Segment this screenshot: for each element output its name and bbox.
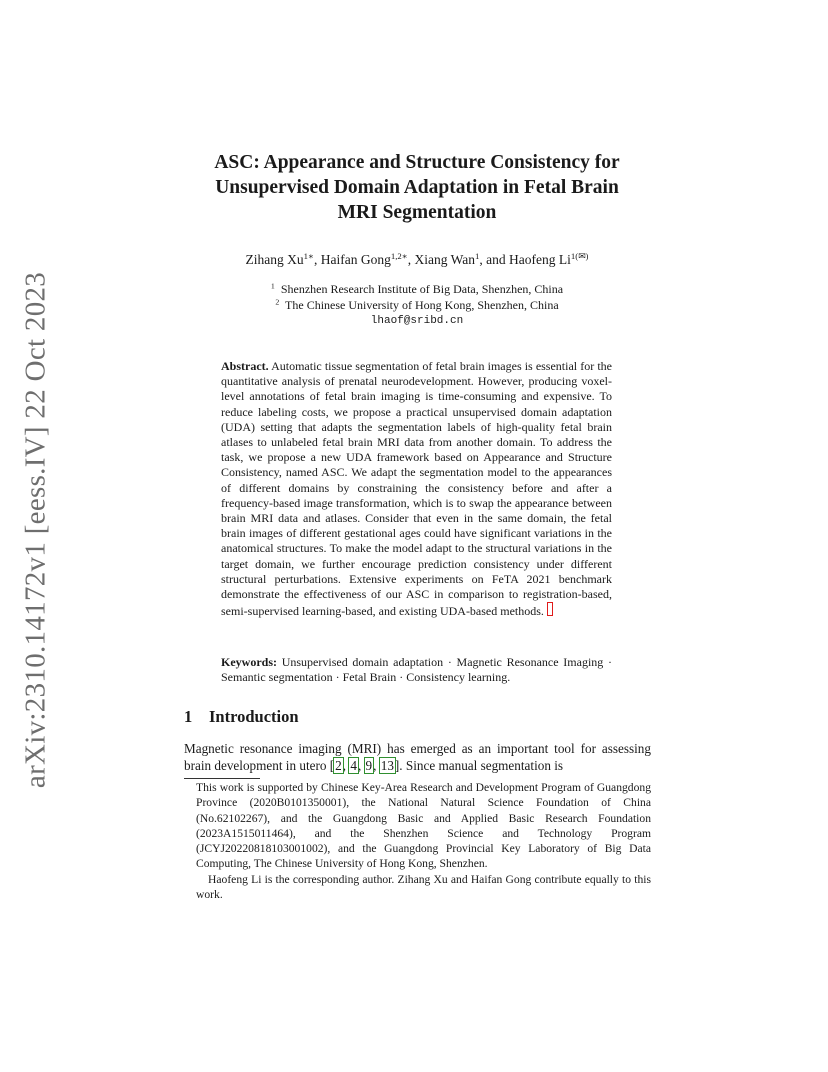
citation-link[interactable]: 13	[380, 757, 394, 773]
title-line-1: ASC: Appearance and Structure Consistency for	[214, 152, 620, 173]
affiliation-number: 1	[270, 281, 275, 291]
affiliations	[150, 281, 684, 329]
abstract-label: Abstract.	[221, 359, 269, 373]
affiliation-text: The Chinese University of Hong Kong, Shenzhen, China	[285, 298, 559, 312]
link-marker-icon[interactable]	[547, 602, 553, 616]
affiliation-1	[150, 281, 684, 297]
intro-text: Magnetic resonance imaging (MRI) has emerged as an important tool for assessing brain development in utero [	[184, 741, 651, 773]
author-affil-mark: 1,2∗	[390, 251, 408, 262]
corresponding-author-footnote: Haofeng Li is the corresponding author. Zihang Xu and Haifan Gong contribute equally to this work.	[196, 872, 651, 902]
author-affil-mark: 1(✉)	[570, 251, 589, 262]
footnotes	[196, 780, 651, 902]
author-affil-mark: 1∗	[303, 251, 314, 262]
abstract	[221, 359, 612, 619]
contact-email[interactable]: lhaof@sribd.cn	[370, 315, 464, 327]
affiliation-number: 2	[275, 297, 280, 307]
section-heading-introduction	[184, 707, 299, 727]
author-name: Xiang Wan	[414, 252, 476, 267]
citation-link[interactable]: 2	[335, 757, 342, 773]
section-title: Introduction	[209, 707, 299, 726]
title-line-2: Unsupervised Domain Adaptation in Fetal Brain	[215, 177, 619, 198]
author-name: Haifan Gong	[320, 252, 391, 267]
citation-link[interactable]: 4	[350, 757, 357, 773]
citation-link[interactable]: 9	[365, 757, 373, 773]
section-number: 1	[184, 707, 193, 726]
keywords-text: Unsupervised domain adaptation · Magnetic Resonance Imaging · Semantic segmentation · Fetal Brain · Consistency learning.	[221, 655, 612, 685]
abstract-text: Automatic tissue segmentation of fetal brain images is essential for the quantitative analysis of prenatal neurodevelopment. However, producing voxel-level annotations of fetal brain imaging is time-consuming and expensive. To reduce labeling costs, we propose a practical unsupervised domain adaptation (UDA) setting that adapts the segmentation labels of high-quality fetal brain atlases to unlabeled fetal brain MRI data from another domain. To address the task, we propose a new UDA framework based on Appearance and Structure Consistency, named ASC. We adapt the segmentation model to the appearances of different domains by constraining the consistency before and after a frequency-based image transformation, which is to swap the appearance between brain MRI data and atlases. Consider that even in the same domain, the fetal brain images of different gestational ages could have significant variations in the anatomical structures. To make the model adapt to the structural variations in the target domain, we further encourage prediction consistency under different structural perturbations. Extensive experiments on FeTA 2021 benchmark demonstrate the effectiveness of our ASC in comparison to registration-based, semi-supervised learning-based, and existing UDA-based methods.	[221, 359, 612, 619]
keywords-label: Keywords:	[221, 655, 277, 669]
affiliation-text: Shenzhen Research Institute of Big Data, Shenzhen, China	[280, 282, 564, 296]
paper-title	[150, 150, 684, 225]
intro-text: ]. Since manual segmentation is	[394, 757, 564, 773]
author-name: Zihang Xu	[245, 252, 304, 267]
arxiv-sidebar-id: arXiv:2310.14172v1 [eess.IV] 22 Oct 2023	[19, 271, 52, 789]
funding-footnote: This work is supported by Chinese Key-Area Research and Development Program of Guangdong Province (2020B0101350001), the National Natural Science Foundation of China (No.62102267), and the Guangdong Basic and Applied Basic Research Foundation (2023A1515011464), and the Shenzhen Science and Technology Program (JCYJ20220818103001002), and the Guangdong Provincial Key Laboratory of Big Data Computing, The Chinese University of Hong Kong, Shenzhen.	[196, 781, 651, 871]
affiliation-2	[150, 297, 684, 313]
author-name: Haofeng Li	[509, 252, 571, 267]
footnote-divider	[184, 778, 260, 779]
title-line-3: MRI Segmentation	[337, 202, 497, 223]
keywords	[221, 655, 612, 685]
author-affil-mark: 1	[475, 251, 480, 262]
author-list: Zihang $Xu^{1∗}$, Haifan Gong$^{1,2∗}$, Xiang Wan$^1$, and Haofeng $Li^{1(✉)}$	[245, 251, 589, 267]
introduction-paragraph: Magnetic resonance imaging (MRI) has emerged as an important tool for assessing brain development in utero [2, 4, 9, 13]. Since manual segmentation is	[184, 741, 651, 773]
